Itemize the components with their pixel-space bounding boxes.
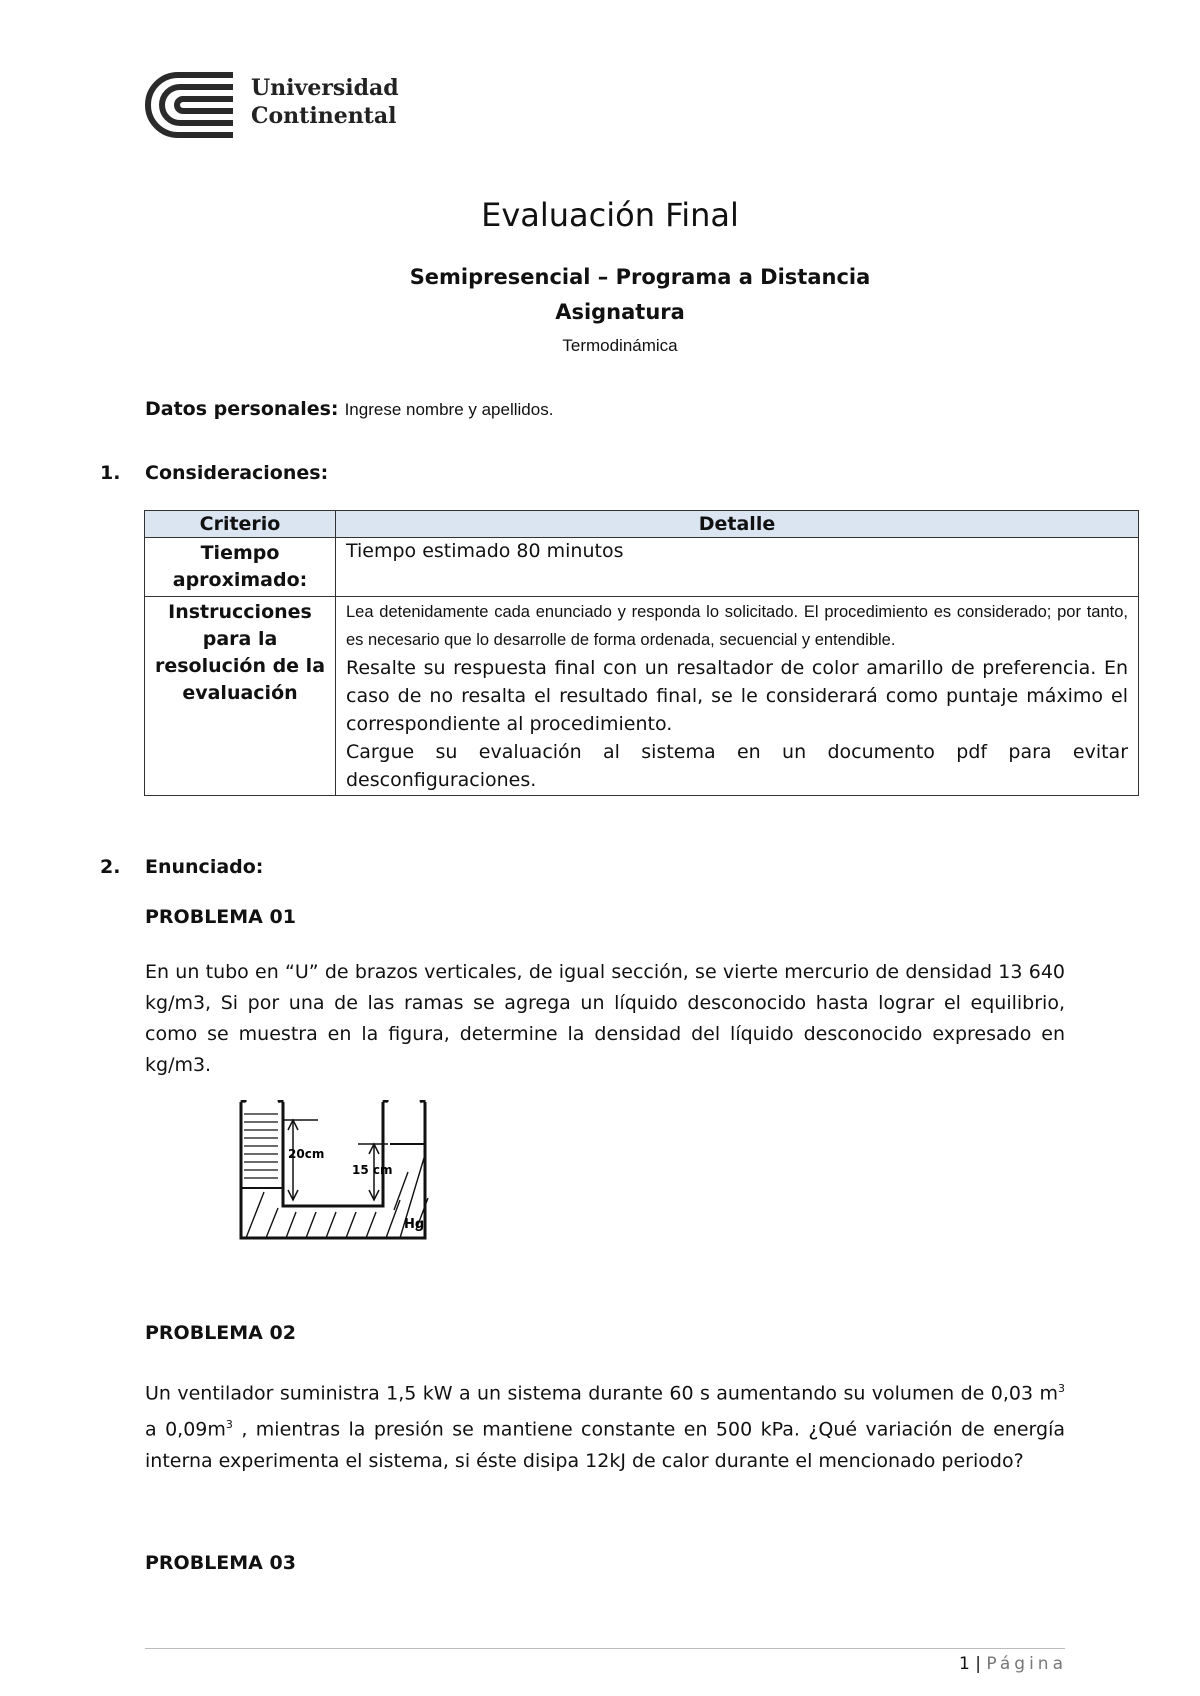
header-detalle: Detalle [336,511,1139,538]
personal-data-value: Ingrese nombre y apellidos. [344,400,554,419]
unknown-liquid-hatch [244,1114,278,1178]
section-2-heading [100,856,263,878]
problem-1-text: En un tubo en “U” de brazos verticales, de igual sección, se vierte mercurio de densidad 13 640 kg/m3, Si por una de las ramas se agrega un líquido desconocido hasta lograr el equilibrio, como se muestra en la figura, determine la densidad del líquido desconocido expresado en kg/m3. [145,961,1065,1076]
row1-criterio: Tiempo aproximado: [145,538,336,597]
section-2-title: Enunciado: [145,856,264,878]
mercury-label: Hg [404,1217,425,1232]
row2-detalle [336,597,1139,796]
page-title: Evaluación Final [481,196,739,234]
problem-2-text-a: Un ventilador suministra 1,5 kW a un sistema durante 60 s aumentando su volumen de 0,03 m [145,1382,1058,1405]
logo-line-2: Continental [251,103,397,129]
personal-data [145,398,553,420]
section-1-title: Consideraciones: [145,462,329,484]
footer-divider [145,1648,1065,1649]
instructions-paragraph-1: Lea detenidamente cada enunciado y responda lo solicitado. El procedimiento es considerado; por tanto, es necesario que lo desarrolle de forma ordenada, secuencial y entendible. [346,603,1128,649]
row2-criterio: Instrucciones para la resolución de la evaluación [145,597,336,796]
header-criterio: Criterio [145,511,336,538]
modality-subtitle: Semipresencial – Programa a Distancia [409,265,871,289]
section-1-heading [100,462,328,484]
superscript-1: 3 [1058,1382,1065,1395]
university-logo [143,70,399,144]
considerations-table [144,510,1139,796]
problem-2-title: PROBLEMA 02 [145,1322,296,1344]
u-tube-diagram [238,1100,448,1246]
logo-text [251,74,399,130]
u-tube-figure [238,1100,448,1250]
row1-detalle: Tiempo estimado 80 minutos [336,538,1139,597]
problem-3-title: PROBLEMA 03 [145,1552,296,1574]
page-footer [0,1654,1067,1674]
footer-separator: | [975,1654,981,1674]
page-label: Página [986,1654,1067,1674]
table-row [145,597,1139,796]
universidad-continental-logo-icon [143,70,238,140]
page-number: 1 [959,1654,970,1674]
dimension-label-right: 15 cm [352,1163,393,1177]
personal-data-label: Datos personales: [145,398,339,420]
course-label: Asignatura [555,300,685,324]
superscript-2: 3 [225,1418,233,1432]
problem-2-text [145,1373,1065,1477]
problem-2-text-b: a 0,09m [145,1418,226,1441]
section-2-number: 2. [100,856,121,878]
course-name: Termodinámica [562,336,678,355]
instructions-paragraph-3: Cargue su evaluación al sistema en un documento pdf para evitar desconfiguraciones. [346,741,1128,791]
instructions-paragraph-2: Resalte su respuesta final con un resaltador de color amarillo de preferencia. En caso de no resalta el resultado final, se le considerará como puntaje máximo el correspondiente al procedimiento. [346,657,1128,735]
section-1-number: 1. [100,462,121,484]
problem-1-title: PROBLEMA 01 [145,906,296,928]
problem-2-text-c: , mientras la presión se mantiene constante en 500 kPa. ¿Qué variación de energía interna experimenta el sistema, si éste disipa 12kJ de calor durante el mencionado periodo? [145,1418,1065,1472]
dimension-label-left: 20cm [288,1147,325,1161]
table-header-row [145,511,1139,538]
table-row [145,538,1139,597]
logo-line-1: Universidad [251,75,399,101]
